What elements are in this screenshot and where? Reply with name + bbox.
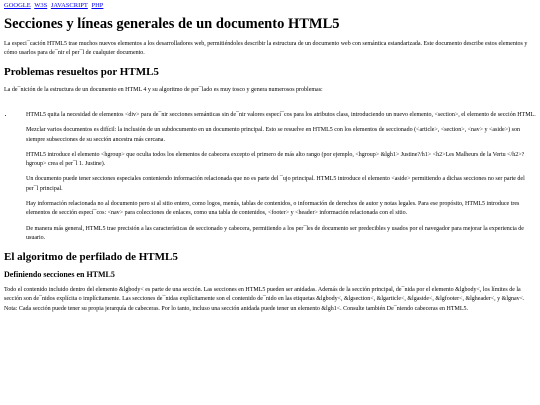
nav-link-google[interactable]: GOOGLE (4, 2, 31, 9)
nav-link-w3s[interactable]: W3S (34, 2, 48, 9)
problem-paragraph-1: • HTML5 quita la necesidad de elementos <div> para de¯nir secciones semánticas sin de¯nir valores especí¯cos para los atributos class, introduciendo un nuevo elemento, <section>, el elemento de sección HTML. (26, 111, 536, 118)
page-title: Secciones y líneas generales de un documento HTML5 (4, 16, 340, 33)
section-heading-problems: Problemas resueltos por HTML5 (4, 66, 159, 79)
nav-link-php[interactable]: PHP (91, 2, 104, 9)
nav-link-javascript[interactable]: JAVASCRIPT (50, 2, 88, 9)
problem-paragraph-3: HTML5 introduce el elemento <hgroup> que oculta todos los elementos de cabecera excepto el primero de más alto rango (por ejemplo, <hgroup> &lgh1> Justine?/h1> <h2>Les Malheurs de la Vertu </h2>?hgroup> crea el per¯l 1. Justine). (26, 151, 525, 168)
algorithm-paragraph: Todo el contenido incluido dentro del elemento &lgbody< es parte de una sección. Las secciones en HTML5 pueden ser anidadas. Además de la sección principal, de¯nida por el elemento &lgbody<, los límites de la sección son de¯nidos explícita o implícitamente. Las secciones de¯nidas explícitamente son el contenido de¯nido en las etiquetas &lgbody<, &lgsection<, &lgarticle<, &lgaside<, &lgfooter<, &lgheader<, y &lgnav<. Nota: Cada sección puede tener su propia jerarquía de cabeceras. Por lo tanto, incluso una sección anidada puede tener un elemento &lgh1<. Consulte también De¯niendo cabeceras en HTML5. (4, 286, 525, 312)
top-nav (4, 2, 536, 10)
problem-paragraph-6: De manera más general, HTML5 trae precisión a las características de seccionado y cabecera, permitiendo a los per¯les de documento ser predecibles y usados por el navegador para mejorar la experiencia de usuario. (26, 225, 524, 241)
list-item (14, 101, 536, 243)
section-heading-algorithm: El algoritmo de perfilado de HTML5 (4, 251, 178, 264)
section-lead: La de¯nición de la estructura de un documento en HTML 4 y su algoritmo de per¯lado es muy tosco y genera numerosos problemas: (4, 86, 323, 93)
intro-paragraph: La especi¯cación HTML5 trae muchos nuevos elementos a los desarrolladores web, permitiéndoles describir la estructura de un documento web con semántica estandarizada. Este documento describe estos elementos y cómo usarlos para de¯nir el per¯l de cualquier documento. (4, 40, 528, 57)
problem-paragraph-4: Un documento puede tener secciones especiales conteniendo información relacionada que no es parte del ¯ujo principal. HTML5 introduce el elemento <aside> permitiendo a dichas secciones no ser parte del per¯l principal. (26, 176, 525, 192)
problem-paragraph-2: Mezclar varios documentos es difícil: la inclusión de un subdocumento en un documento principal. Esto se resuelve en HTML5 con los elementos de seccionado (<article>, <section>, <nav> y <aside>) son siempre subsecciones de su sección ancestra más cercana. (26, 127, 520, 143)
problem-paragraph-5: Hay información relacionada no al documento pero si al sitio entero, como logos, menús, tablas de contenidos, o información de derechos de autor y notas legales. Para ese propósito, HTML5 introduce tres elementos de sección especí¯cos: <nav> para colecciones de enlaces, como una tabla de contenidos, <footer> y <header> información relacionada con el sitio. (26, 200, 520, 217)
subheading-defining-sections: Definiendo secciones en HTML5 (4, 270, 115, 280)
problems-list (4, 101, 536, 243)
